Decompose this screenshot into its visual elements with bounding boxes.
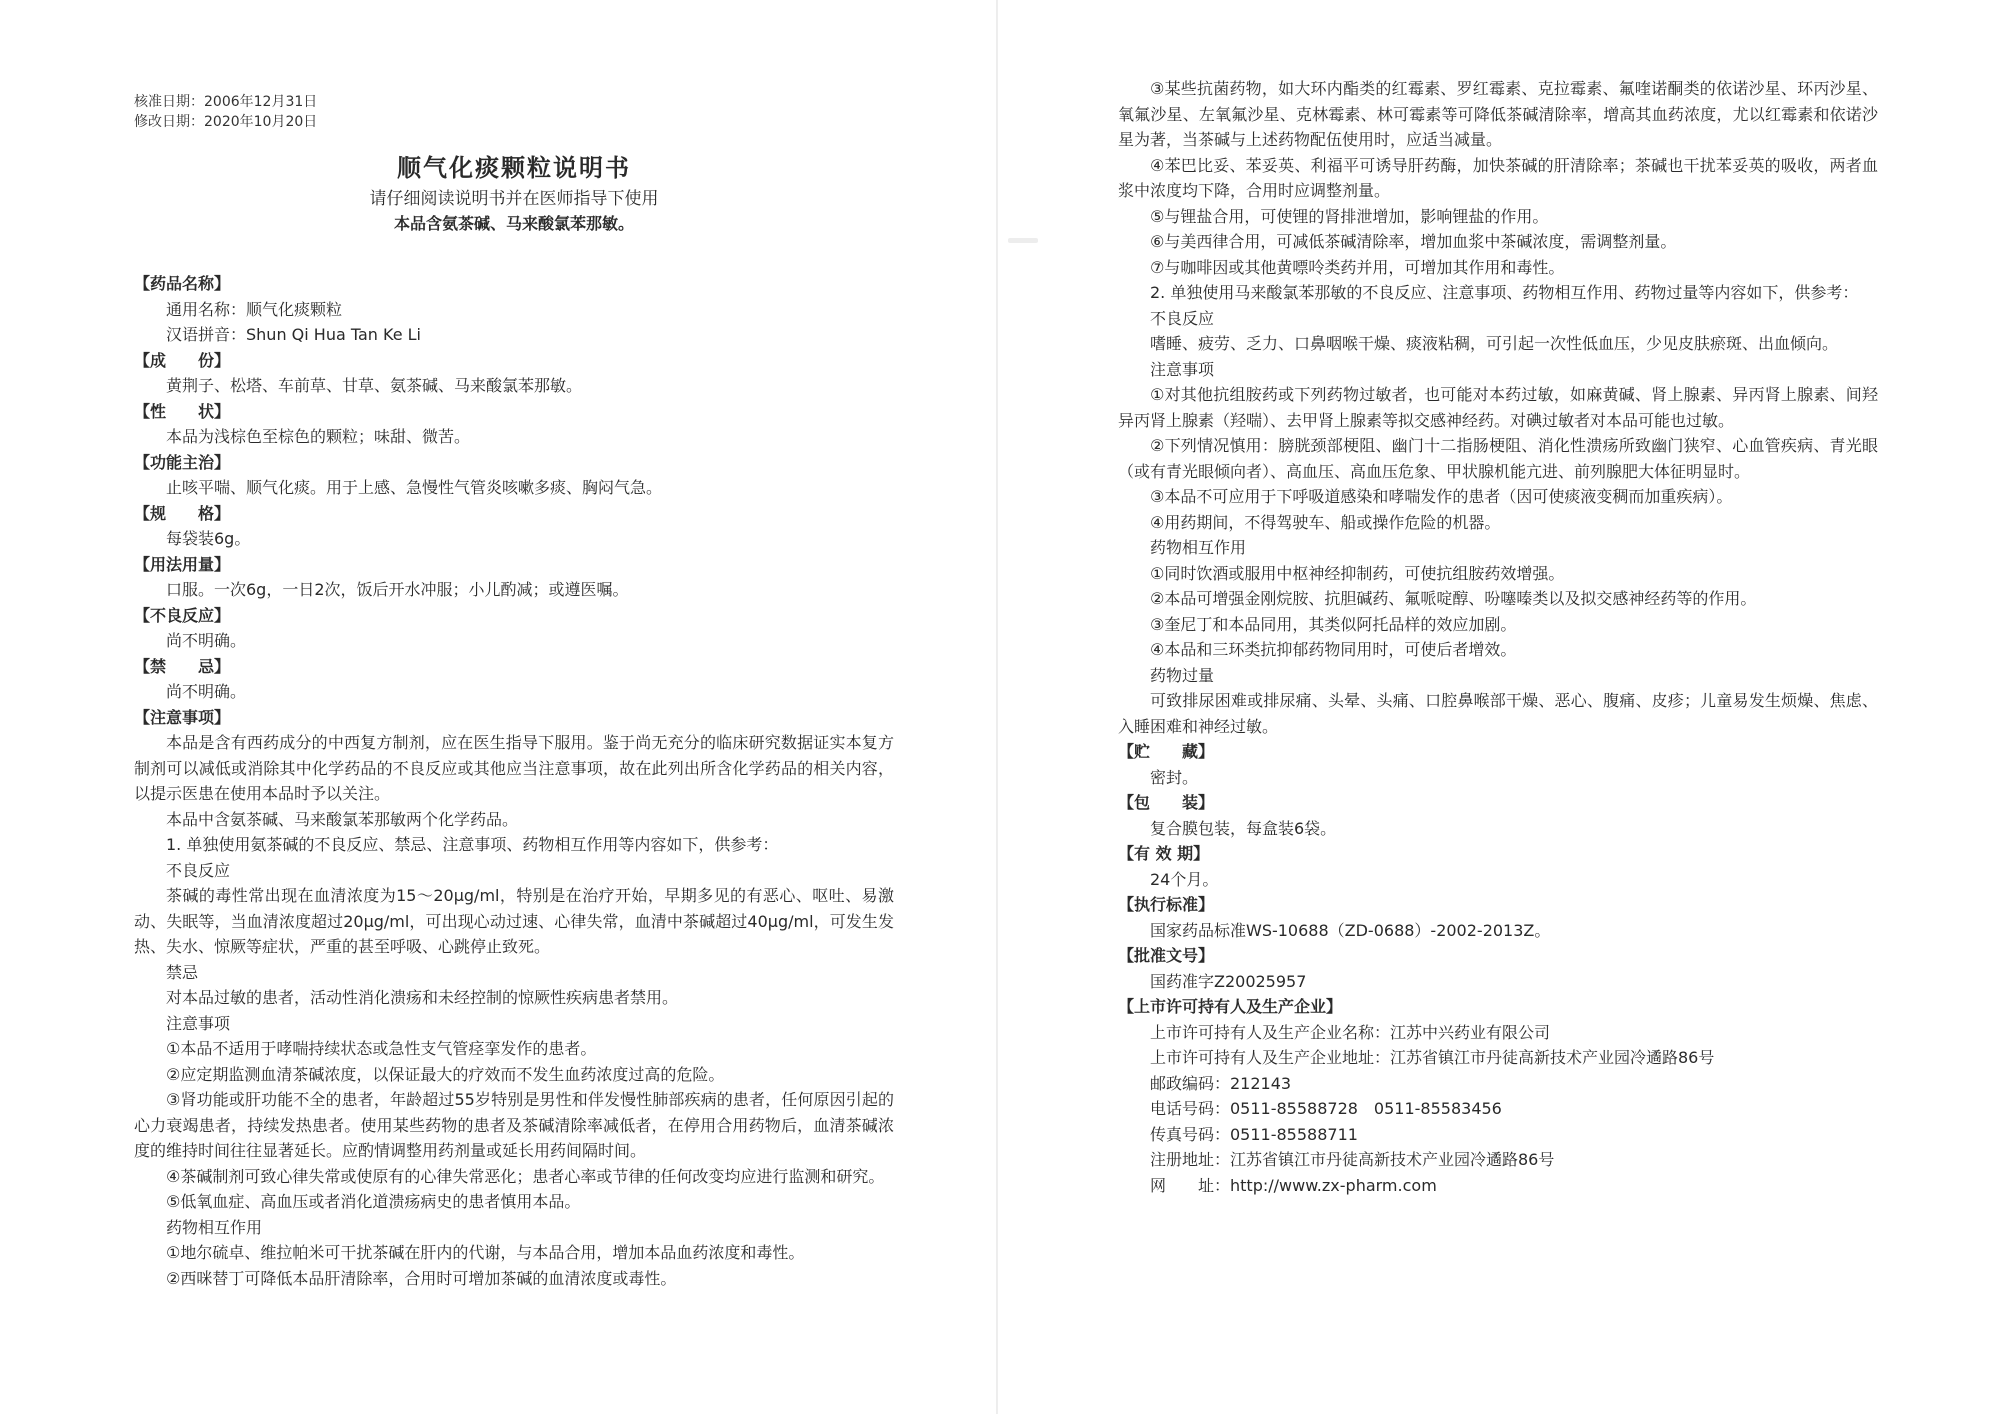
precaution-item: ②下列情况慎用：膀胱颈部梗阻、幽门十二指肠梗阻、消化性溃疡所致幽门狭窄、心血管疾病、青光眼（或有青光眼倾向者）、高血压、高血压危象、甲状腺机能亢进、前列腺肥大体征明显时。 [1118,436,1878,481]
left-column [134,271,894,1291]
interaction-item: ①同时饮酒或服用中枢神经抑制药，可使抗组胺药效增强。 [1150,563,1565,583]
standard-text: 国家药品标准WS-10688（ZD-0688）-2002-2013Z。 [1150,920,1551,940]
interaction-item: ③某些抗菌药物，如大环内酯类的红霉素、罗红霉素、克拉霉素、氟喹诺酮类的依诺沙星、环丙沙星、氧氟沙星、左氧氟沙星、克林霉素、林可霉素等可降低茶碱清除率，增高其血药浓度，尤以红霉素和依诺沙星为著，当茶碱与上述药物配伍使用时，应适当减量。 [1118,79,1878,149]
precaution-item: ②应定期监测血清茶碱浓度，以保证最大的疗效而不发生血药浓度过高的危险。 [166,1064,725,1084]
dates-block [134,92,317,132]
validity-text: 24个月。 [1150,869,1219,889]
interaction-item: ⑤与锂盐合用，可使锂的肾排泄增加，影响锂盐的作用。 [1150,206,1549,226]
storage-text: 密封。 [1150,767,1199,787]
section-head-approval: 【批准文号】 [1118,946,1215,965]
indications-text: 止咳平喘、顺气化痰。用于上感、急慢性气管炎咳嗽多痰、胸闷气急。 [166,478,663,497]
subhead-interactions: 药物相互作用 [166,1217,263,1237]
scan-mark [1008,238,1038,243]
interaction-item: ④苯巴比妥、苯妥英、利福平可诱导肝药酶，加快茶碱的肝清除率；茶碱也干扰苯妥英的吸收，两者血浆中浓度均下降，合用时应调整剂量。 [1118,155,1878,200]
interaction-item: ②西咪替丁可降低本品肝清除率，合用时可增加茶碱的血清浓度或毒性。 [166,1268,677,1288]
company-address: 上市许可持有人及生产企业地址：江苏省镇江市丹徒高新技术产业园冷遹路86号 [1150,1048,1715,1067]
title-block [134,150,894,236]
precautions-paragraph-1: 本品是含有西药成分的中西复方制剂，应在医生指导下服用。鉴于尚无充分的临床研究数据证实本复方制剂可以减低或消除其中化学药品的不良反应或其他应当注意事项，故在此列出所含化学药品的相关内容，以提示医患在使用本品时予以关注。 [134,733,894,803]
revision-date: 修改日期：2020年10月20日 [134,114,318,130]
section-head-company: 【上市许可持有人及生产企业】 [1118,997,1343,1016]
section-head-validity: 【有 效 期】 [1118,844,1210,863]
aminophylline-contra-text: 对本品过敏的患者，活动性消化溃疡和未经控制的惊厥性疾病患者禁用。 [166,988,679,1007]
precaution-item: ③肾功能或肝功能不全的患者，年龄超过55岁特别是男性和伴发慢性肺部疾病的患者，任何原因引起的心力衰竭患者，持续发热患者。使用某些药物的患者及茶碱清除率减低者，在停用合用药物后，血清茶碱浓度的维持时间往往显著延长。应酌情调整用药剂量或延长用药间隔时间。 [134,1090,894,1160]
package-text: 复合膜包装，每盒装6袋。 [1150,818,1337,838]
interaction-item: ⑥与美西律合用，可减低茶碱清除率，增加血浆中茶碱浓度，需调整剂量。 [1150,232,1677,251]
subhead-interactions: 药物相互作用 [1150,538,1247,557]
reading-instruction: 请仔细阅读说明书并在医师指导下使用 [369,189,659,209]
properties-text: 本品为浅棕色至棕色的颗粒；味甜、微苦。 [166,427,471,446]
ingredients-text: 黄荆子、松塔、车前草、甘草、氨茶碱、马来酸氯苯那敏。 [166,376,583,395]
section-head-indications: 【功能主治】 [134,452,231,472]
precaution-item: ①本品不适用于哮喘持续状态或急性支气管痉挛发作的患者。 [166,1039,597,1058]
subhead-adverse: 不良反应 [166,860,231,880]
document-title: 顺气化痰颗粒说明书 [397,154,631,182]
approval-number: 国药准字Z20025957 [1150,971,1307,991]
phone-numbers: 电话号码：0511-85588728 0511-85583456 [1150,1099,1502,1118]
section-head-standard: 【执行标准】 [1118,895,1215,914]
contains-note: 本品含氨茶碱、马来酸氯苯那敏。 [393,214,634,233]
subhead-adverse: 不良反应 [1150,308,1215,328]
section-head-contraindications: 【禁 忌】 [134,656,231,676]
subhead-precautions: 注意事项 [166,1013,231,1033]
section-head-storage: 【贮 藏】 [1118,742,1215,761]
pinyin-name: 汉语拼音：Shun Qi Hua Tan Ke Li [166,325,421,344]
subhead-contraindications: 禁忌 [166,962,199,982]
section-head-drug-name: 【药品名称】 [134,274,231,293]
section-head-ingredients: 【成 份】 [134,350,231,370]
contraindications-text: 尚不明确。 [166,682,247,701]
precaution-item: ③本品不可应用于下呼吸道感染和哮喘发作的患者（因可使痰液变稠而加重疾病）。 [1150,487,1733,506]
fax-number: 传真号码：0511-85588711 [1150,1124,1358,1144]
spec-text: 每袋装6g。 [166,529,251,548]
aminophylline-adverse-text: 茶碱的毒性常出现在血清浓度为15～20μg/ml，特别是在治疗开始，早期多见的有恶心、呕吐、易激动、失眠等，当血清浓度超过20μg/ml，可出现心动过速、心律失常，血清中茶碱超过40μg/ml，可发生发热、失水、惊厥等症状，严重的甚至呼吸、心跳停止致死。 [134,886,894,956]
approval-date: 核准日期：2006年12月31日 [134,94,318,110]
interaction-item: ①地尔硫卓、维拉帕米可干扰茶碱在肝内的代谢，与本品合用，增加本品血药浓度和毒性。 [166,1243,805,1262]
precautions-paragraph-2: 本品中含氨茶碱、马来酸氯苯那敏两个化学药品。 [166,809,519,829]
registered-address: 注册地址：江苏省镇江市丹徒高新技术产业园冷遹路86号 [1150,1150,1555,1169]
right-column [1118,76,1878,1198]
interaction-item: ⑦与咖啡因或其他黄嘌呤类药并用，可增加其作用和毒性。 [1150,257,1565,277]
website: 网 址：http://www.zx-pharm.com [1150,1175,1437,1195]
interaction-item: ④本品和三环类抗抑郁药物同用时，可使后者增效。 [1150,640,1517,659]
section-head-package: 【包 装】 [1118,793,1215,812]
precaution-item: ①对其他抗组胺药或下列药物过敏者，也可能对本药过敏，如麻黄碱、肾上腺素、异丙肾上腺素、间羟异丙肾上腺素（羟喘）、去甲肾上腺素等拟交感神经药。对碘过敏者对本品可能也过敏。 [1118,385,1878,430]
section-head-dosage: 【用法用量】 [134,554,231,574]
section-head-adverse: 【不良反应】 [134,605,231,625]
overdose-text: 可致排尿困难或排尿痛、头晕、头痛、口腔鼻喉部干燥、恶心、腹痛、皮疹；儿童易发生烦燥、焦虑、入睡困难和神经过敏。 [1118,691,1878,736]
interaction-item: ②本品可增强金刚烷胺、抗胆碱药、氟哌啶醇、吩噻嗪类以及拟交感神经药等的作用。 [1150,589,1757,608]
subhead-precautions: 注意事项 [1150,359,1215,379]
interaction-item: ③奎尼丁和本品同用，其类似阿托品样的效应加剧。 [1150,614,1517,634]
chlorphenamine-intro: 2. 单独使用马来酸氯苯那敏的不良反应、注意事项、药物相互作用、药物过量等内容如下，供参考： [1150,283,1859,302]
precaution-item: ⑤低氧血症、高血压或者消化道溃疡病史的患者慎用本品。 [166,1192,581,1211]
precaution-item: ④用药期间，不得驾驶车、船或操作危险的机器。 [1150,512,1501,532]
subhead-overdose: 药物过量 [1150,665,1215,685]
adverse-text: 尚不明确。 [166,631,247,650]
section-head-precautions: 【注意事项】 [134,707,231,727]
company-name: 上市许可持有人及生产企业名称：江苏中兴药业有限公司 [1150,1022,1551,1042]
precaution-item: ④茶碱制剂可致心律失常或使原有的心律失常恶化；患者心率或节律的任何改变均应进行监测和研究。 [166,1166,885,1186]
section-head-properties: 【性 状】 [134,401,231,421]
generic-name: 通用名称：顺气化痰颗粒 [166,299,343,319]
postal-code: 邮政编码：212143 [1150,1073,1292,1093]
aminophylline-intro: 1. 单独使用氨茶碱的不良反应、禁忌、注意事项、药物相互作用等内容如下，供参考： [166,835,779,854]
section-head-spec: 【规 格】 [134,503,231,523]
chlorphenamine-adverse-text: 嗜睡、疲劳、乏力、口鼻咽喉干燥、痰液粘稠，可引起一次性低血压，少见皮肤瘀斑、出血倾向。 [1150,334,1839,353]
dosage-text: 口服。一次6g，一日2次，饭后开水冲服；小儿酌减；或遵医嘱。 [166,580,629,599]
